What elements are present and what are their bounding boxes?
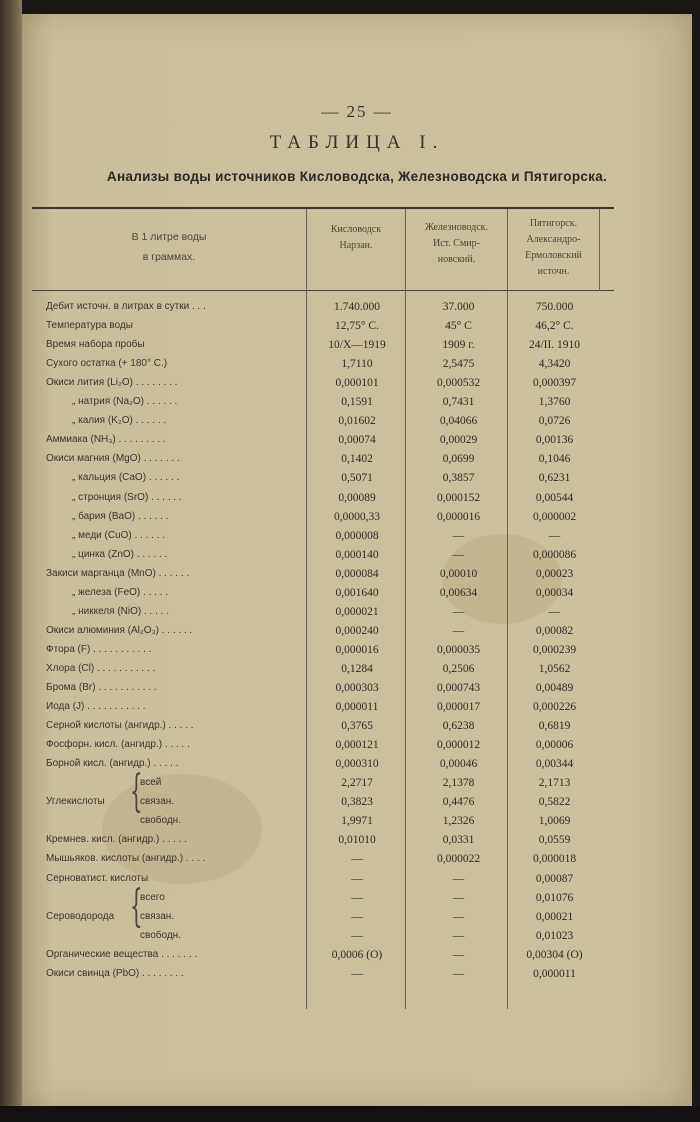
value-pyatigorsk: 0,000397 (532, 377, 577, 390)
row-label: Иода (J) . . . . . . . . . . . (46, 701, 146, 713)
value-kislovodsk: — (351, 853, 363, 866)
value-zheleznovodsk: — (452, 948, 465, 961)
value-pyatigorsk: 2,1713 (538, 777, 571, 790)
value-pyatigorsk: 0,00023 (535, 567, 574, 580)
table-row (32, 698, 612, 717)
brace-glyph: { (130, 766, 143, 818)
row-label: Мышьяков. кислоты (ангидр.) . . . . (46, 853, 206, 865)
value-zheleznovodsk: 2,1378 (442, 777, 475, 790)
table-row (32, 546, 612, 565)
value-kislovodsk: 1,7110 (341, 358, 373, 371)
table-row (32, 469, 612, 488)
value-kislovodsk: 0,001640 (335, 586, 379, 599)
value-kislovodsk: 0,000303 (335, 682, 379, 694)
row-label: „ никкеля (NiO) . . . . . (72, 605, 170, 617)
value-zheleznovodsk: 45° С (445, 320, 472, 333)
table-row (32, 603, 612, 622)
value-pyatigorsk: 0,000086 (532, 548, 577, 561)
value-pyatigorsk: 0,1046 (538, 453, 571, 466)
value-zheleznovodsk: — (452, 967, 465, 980)
value-kislovodsk: 0,01010 (338, 834, 376, 847)
table-row (32, 679, 612, 698)
row-label: Серной кислоты (ангидр.) . . . . . (46, 720, 194, 732)
value-pyatigorsk: 0,0726 (538, 415, 571, 428)
value-zheleznovodsk: 0,3857 (442, 472, 475, 485)
table-row (32, 355, 612, 374)
value-pyatigorsk: 1,0069 (538, 815, 571, 828)
value-zheleznovodsk: 0,6238 (442, 720, 475, 733)
value-zheleznovodsk: 2,5475 (442, 358, 475, 371)
row-label: связан. (140, 796, 175, 808)
value-kislovodsk: — (351, 929, 363, 942)
value-kislovodsk: 10/X—1919 (328, 339, 386, 352)
table-row (32, 584, 612, 603)
column-header-zheleznovodsk: Железноводск. Ист. Смир- новский. (425, 222, 488, 265)
value-kislovodsk: 0,000101 (335, 377, 379, 390)
value-pyatigorsk: 0,00082 (535, 624, 574, 637)
table-row (32, 717, 612, 736)
value-pyatigorsk: — (548, 529, 561, 542)
table-row (32, 298, 612, 317)
row-label: Аммиака (NH₃) . . . . . . . . . (46, 434, 166, 446)
value-zheleznovodsk: 0,000532 (436, 377, 481, 390)
value-zheleznovodsk: 0,04066 (439, 415, 478, 428)
value-pyatigorsk: 0,000226 (532, 701, 577, 714)
value-zheleznovodsk: 0,000035 (436, 643, 481, 656)
row-label: Окиси алюминия (Al₂O₃) . . . . . . (46, 624, 193, 636)
value-kislovodsk: 0,1284 (341, 662, 373, 675)
value-kislovodsk: 0,000310 (335, 758, 379, 771)
value-zheleznovodsk: 1909 г. (442, 339, 475, 352)
value-pyatigorsk: 46,2° С. (535, 320, 574, 333)
value-pyatigorsk: 0,0559 (538, 834, 571, 847)
value-kislovodsk: 0,000008 (335, 529, 379, 542)
value-pyatigorsk: 1,3760 (538, 396, 571, 409)
row-label: свободн. (140, 815, 181, 827)
value-zheleznovodsk: — (452, 529, 465, 542)
table-row (32, 927, 612, 946)
column-divider (599, 209, 600, 291)
value-kislovodsk: 0,3765 (341, 720, 373, 733)
value-zheleznovodsk: — (452, 624, 465, 637)
row-label: Сухого остатка (+ 180° С.) (46, 358, 168, 370)
table-title: ТАБЛИЦА I. (269, 132, 445, 153)
row-label: всей (140, 777, 162, 789)
value-pyatigorsk: 0,00344 (535, 758, 574, 771)
row-label: Температура воды (46, 320, 133, 332)
row-label: „ калия (K₂O) . . . . . . (72, 415, 167, 427)
page-number: — 25 — (321, 102, 393, 121)
table-row (32, 622, 612, 641)
value-kislovodsk: — (351, 872, 363, 885)
row-label: „ стронция (SrO) . . . . . . (72, 491, 182, 503)
table-row (32, 641, 612, 660)
value-pyatigorsk: 0,6819 (538, 720, 571, 733)
value-kislovodsk: 0,000011 (335, 701, 379, 714)
row-label: связан. (140, 910, 175, 922)
brace-glyph: { (130, 880, 143, 932)
value-pyatigorsk: 0,5822 (538, 796, 571, 809)
value-zheleznovodsk: 0,00010 (439, 567, 478, 580)
row-label: Фосфорн. кисл. (ангидр.) . . . . . (46, 739, 190, 751)
book-spine-edge (0, 0, 22, 1122)
value-kislovodsk: 0,00089 (338, 491, 376, 504)
table-row (32, 870, 612, 889)
row-label: Окиси магния (MgO) . . . . . . . (46, 453, 180, 465)
value-zheleznovodsk: 1,2326 (442, 815, 475, 828)
value-kislovodsk: 0,000084 (335, 567, 379, 580)
table-row (32, 736, 612, 755)
value-pyatigorsk: 0,00006 (535, 739, 574, 752)
row-label: Дебит источн. в литрах в сутки . . . (46, 301, 206, 312)
value-zheleznovodsk: 0,4476 (442, 796, 475, 809)
value-zheleznovodsk: 0,000016 (436, 510, 481, 523)
value-pyatigorsk: 0,00136 (535, 434, 574, 447)
row-label: Время набора пробы (46, 339, 145, 351)
value-kislovodsk: 0,000016 (335, 643, 379, 656)
table-top-rule (32, 207, 614, 209)
group-label: Сероводорода (46, 910, 115, 922)
value-kislovodsk: 0,000021 (335, 605, 379, 618)
value-pyatigorsk: 0,000002 (532, 510, 577, 523)
value-zheleznovodsk: 0,000017 (436, 701, 481, 714)
value-zheleznovodsk: 0,2506 (442, 662, 475, 675)
value-zheleznovodsk: 0,00046 (439, 758, 478, 771)
table-row (32, 812, 612, 831)
column-header-units: В 1 литре воды в граммах. (131, 231, 207, 263)
value-pyatigorsk: 750.000 (535, 301, 574, 313)
value-kislovodsk: 0,5071 (341, 472, 373, 485)
value-pyatigorsk: 4,3420 (538, 358, 571, 371)
value-kislovodsk: — (351, 967, 363, 980)
value-kislovodsk: 0,0000,33 (334, 510, 380, 523)
row-label: Хлора (Cl) . . . . . . . . . . . (46, 662, 156, 674)
row-label: Серноватист. кислоты (46, 872, 149, 884)
value-zheleznovodsk: 0,000022 (436, 853, 481, 866)
table-header-rule (32, 290, 614, 291)
book-page (22, 14, 692, 1106)
row-label: Брома (Br) . . . . . . . . . . . (46, 682, 157, 693)
value-pyatigorsk: 0,00034 (535, 586, 574, 599)
table-row (32, 374, 612, 393)
row-label: „ кальция (CaO) . . . . . . (72, 472, 180, 484)
row-label: Органические вещества . . . . . . . (46, 948, 198, 960)
value-pyatigorsk: 0,00021 (535, 910, 574, 923)
table-row (32, 412, 612, 431)
value-kislovodsk: 1,9971 (341, 815, 373, 828)
value-kislovodsk: — (351, 910, 363, 923)
row-label: „ меди (CuO) . . . . . . (72, 529, 166, 541)
value-pyatigorsk: 0,00489 (535, 682, 574, 694)
value-zheleznovodsk: 0,000012 (436, 739, 481, 752)
value-kislovodsk: 0,1402 (341, 453, 373, 466)
value-kislovodsk: 0,1591 (341, 396, 373, 409)
value-kislovodsk: 0,000121 (335, 739, 379, 752)
row-label: „ бария (BaO) . . . . . . (72, 510, 169, 522)
row-label: Борной кисл. (ангидр.) . . . . . (46, 758, 179, 770)
value-pyatigorsk: 1,0562 (538, 662, 571, 675)
value-pyatigorsk: 0,00544 (535, 491, 574, 504)
value-zheleznovodsk: 37.000 (442, 301, 475, 313)
row-label: „ цинка (ZnO) . . . . . . (72, 548, 168, 560)
table-row (32, 489, 612, 508)
table-row (32, 831, 612, 850)
value-kislovodsk: 12,75° С. (335, 320, 379, 333)
row-label: Кремнев. кисл. (ангидр.) . . . . . (46, 834, 188, 846)
value-kislovodsk: 0,00074 (338, 434, 376, 447)
value-kislovodsk: 2,2717 (341, 777, 373, 790)
table-row (32, 908, 612, 927)
value-zheleznovodsk: 0,0331 (442, 834, 475, 847)
value-pyatigorsk: 0,000018 (532, 853, 577, 866)
row-label: „ натрия (Na₂O) . . . . . . (72, 396, 178, 408)
value-zheleznovodsk: 0,000152 (436, 491, 481, 504)
value-zheleznovodsk: 0,0699 (442, 453, 475, 466)
row-label: Окиси лития (Li₂O) . . . . . . . . (46, 377, 178, 389)
table-row (32, 965, 612, 984)
value-pyatigorsk: 0,00304 (O) (526, 948, 583, 961)
value-zheleznovodsk: — (452, 548, 465, 561)
row-label: Окиси свинца (PbO) . . . . . . . . (46, 967, 184, 979)
value-kislovodsk: 0,0006 (O) (331, 948, 383, 961)
table-row (32, 660, 612, 679)
table-row (32, 755, 612, 774)
page-shadow (0, 1106, 700, 1122)
table-row (32, 774, 612, 793)
row-label: „ железа (FeO) . . . . . (72, 586, 169, 598)
value-zheleznovodsk: — (452, 929, 465, 942)
value-kislovodsk: 0,3823 (341, 796, 373, 809)
column-header-kislovodsk: Кисловодск Нарзан. (330, 224, 382, 251)
table-row (32, 527, 612, 546)
table-row (32, 793, 612, 812)
row-label: всего (140, 891, 165, 903)
value-zheleznovodsk: 0,00634 (439, 586, 478, 599)
table-row (32, 393, 612, 412)
table-subtitle: Анализы воды источников Кисловодска, Железноводска и Пятигорска. (106, 169, 608, 184)
value-pyatigorsk: 0,000011 (533, 967, 576, 980)
table-row (32, 889, 612, 908)
value-kislovodsk: 1.740.000 (334, 301, 380, 313)
value-pyatigorsk: 24/II. 1910 (528, 339, 581, 352)
row-label: свободн. (140, 929, 181, 941)
value-kislovodsk: — (351, 891, 363, 904)
group-label: Углекислоты (46, 796, 105, 808)
value-zheleznovodsk: — (452, 605, 465, 618)
table-row (32, 336, 612, 355)
value-kislovodsk: 0,01602 (338, 415, 376, 428)
value-pyatigorsk: 0,00087 (535, 872, 574, 885)
value-zheleznovodsk: — (452, 910, 465, 923)
row-label: Закиси марганца (MnO) . . . . . . (46, 567, 190, 579)
table-row (32, 565, 612, 584)
value-zheleznovodsk: 0,000743 (436, 682, 481, 694)
value-pyatigorsk: — (548, 605, 561, 618)
value-pyatigorsk: 0,01023 (535, 929, 574, 942)
column-header-pyatigorsk: Пятигорск. Александро- Ермоловский источн. (525, 218, 582, 277)
value-zheleznovodsk: 0,7431 (442, 396, 475, 409)
value-pyatigorsk: 0,01076 (535, 891, 574, 904)
value-kislovodsk: 0,000140 (335, 548, 379, 561)
table-row (32, 850, 612, 869)
value-pyatigorsk: 0,6231 (538, 472, 571, 485)
table-row (32, 508, 612, 527)
value-zheleznovodsk: 0,00029 (439, 434, 478, 447)
value-zheleznovodsk: — (452, 872, 465, 885)
value-pyatigorsk: 0,000239 (532, 643, 577, 656)
table-row (32, 946, 612, 965)
value-zheleznovodsk: — (452, 891, 465, 904)
table-row (32, 450, 612, 469)
value-kislovodsk: 0,000240 (335, 624, 379, 637)
table-row (32, 317, 612, 336)
row-label: Фтора (F) . . . . . . . . . . . (46, 643, 152, 655)
table-row (32, 431, 612, 450)
